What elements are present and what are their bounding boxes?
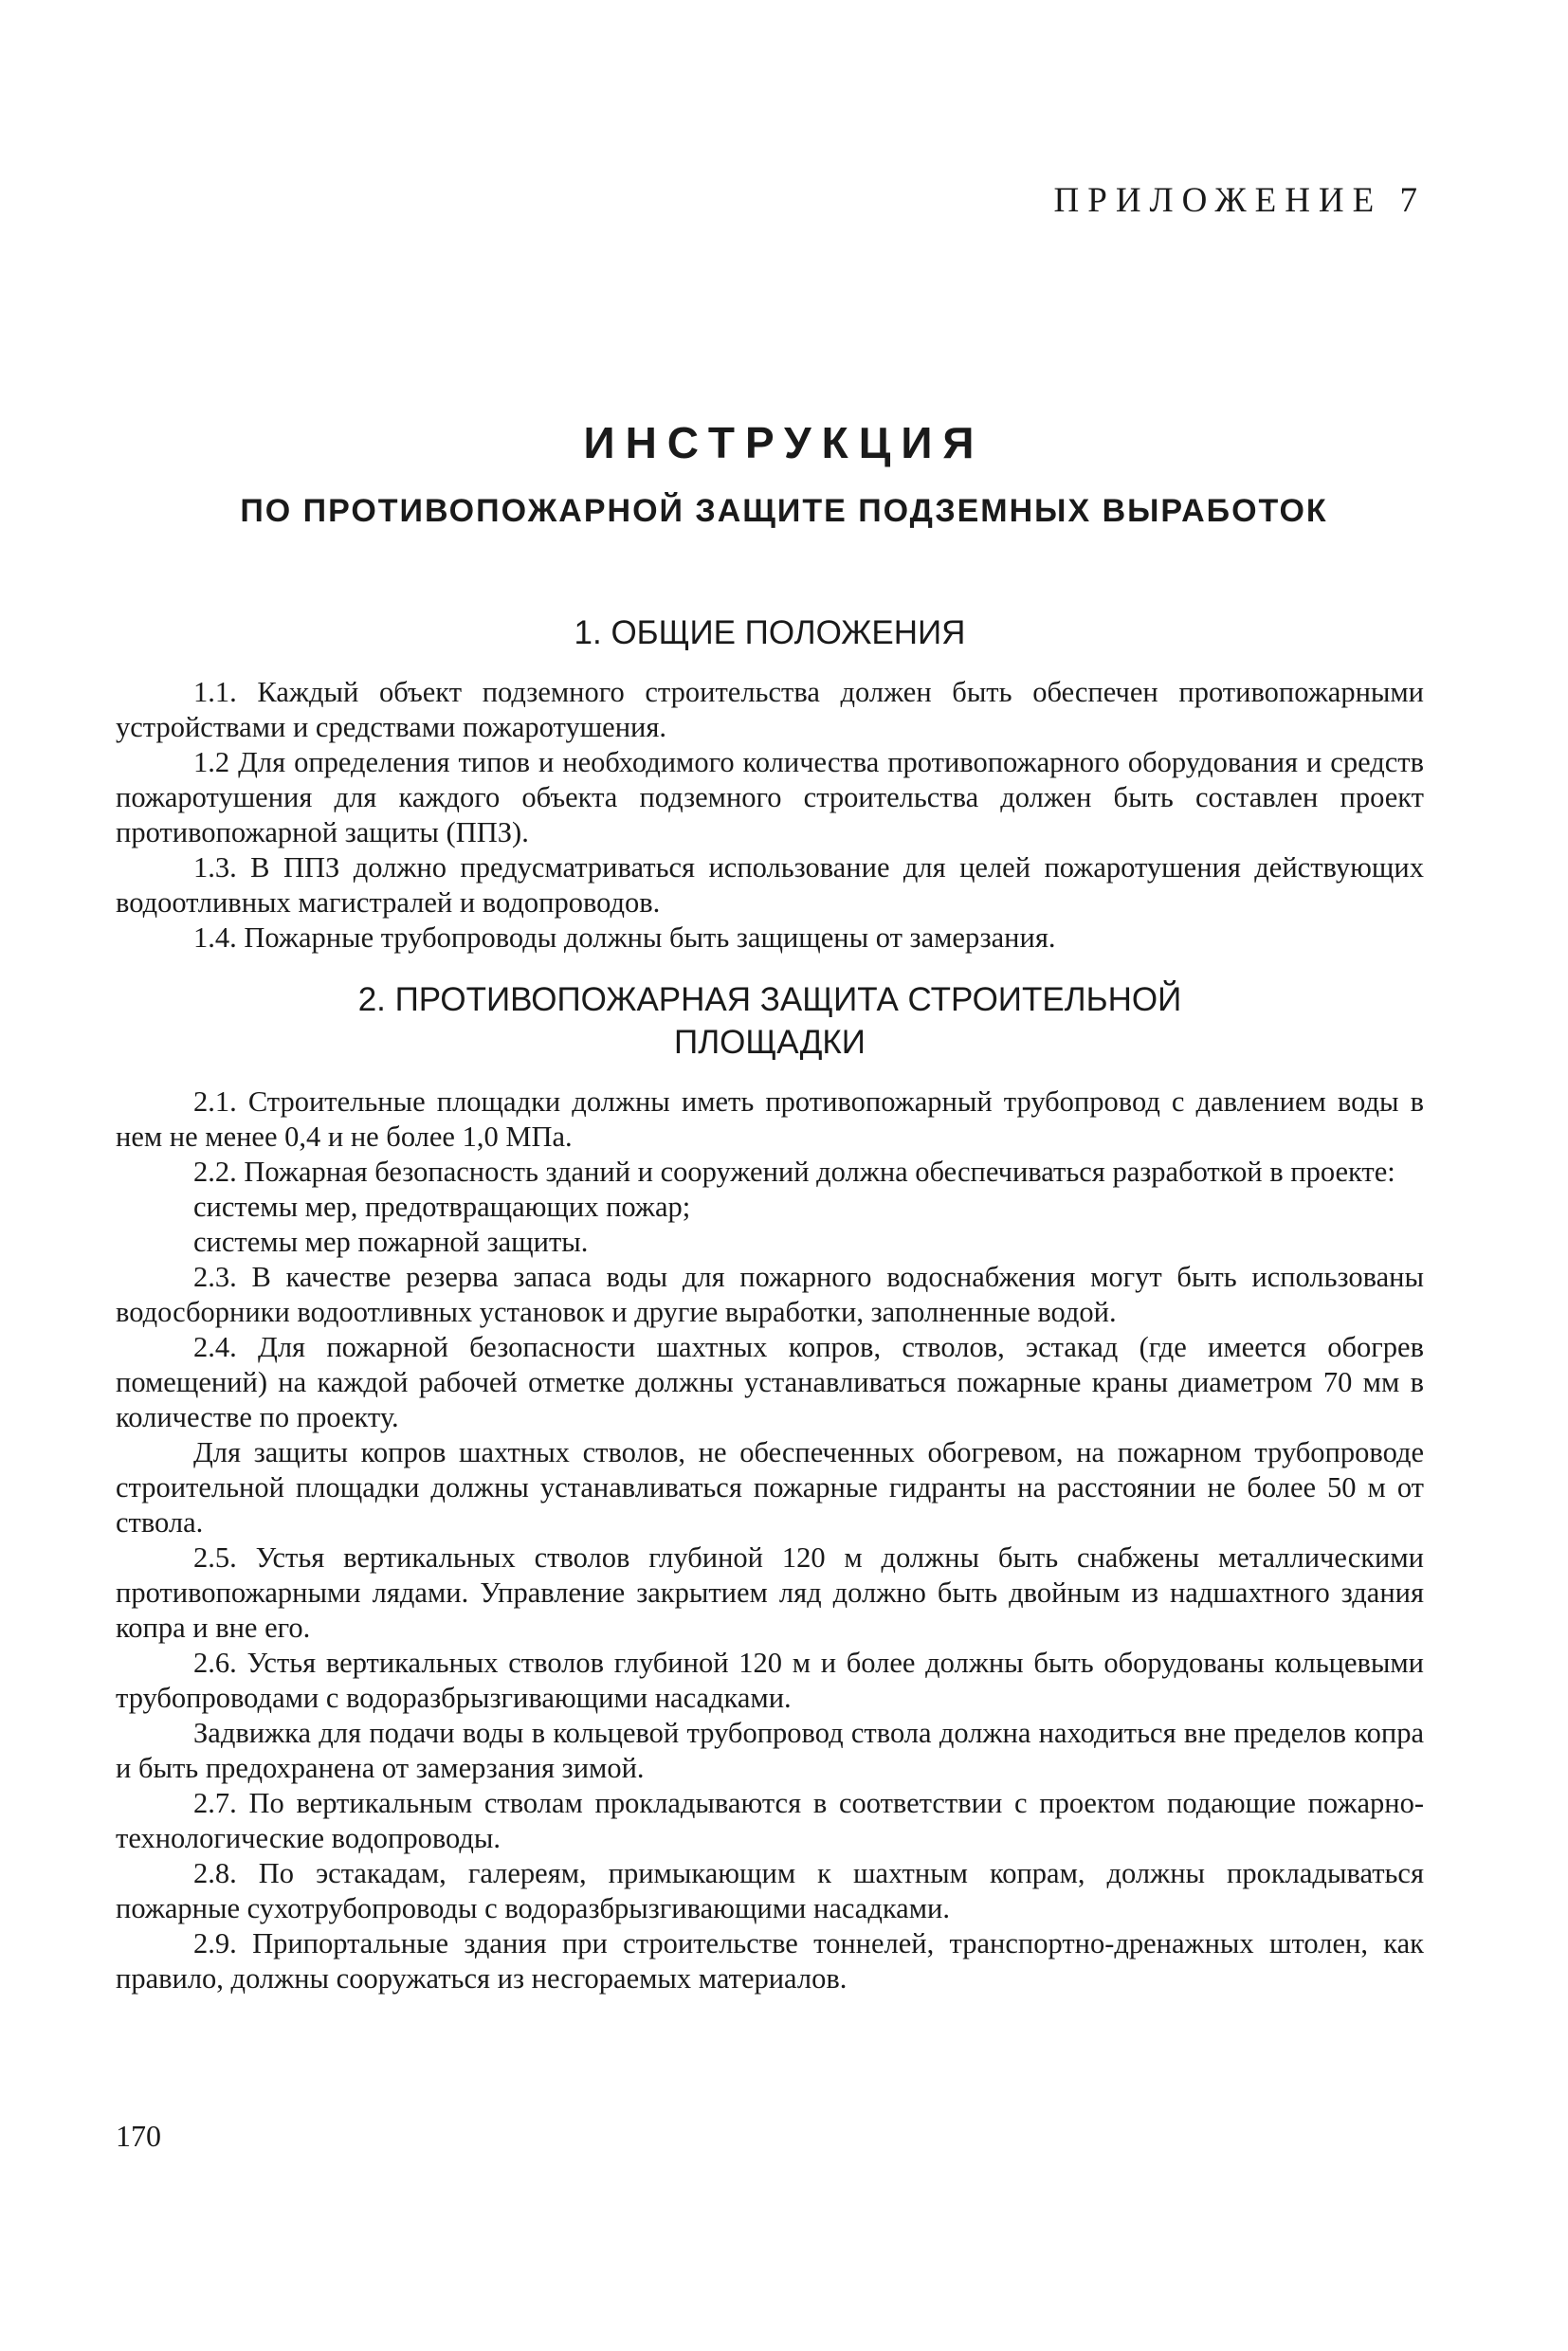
paragraph-2-8: 2.8. По эстакадам, галереям, примыкающим к шахтным копрам, должны прокладываться пожарные сухотрубопроводы с водоразбрызгивающими насадками. <box>116 1857 1424 1924</box>
section-2-heading <box>116 978 1424 1064</box>
section-2-heading-line-1: 2. ПРОТИВОПОЖАРНАЯ ЗАЩИТА СТРОИТЕЛЬНОЙ <box>357 981 1182 1018</box>
paragraph-2-5: 2.5. Устья вертикальных стволов глубиной 120 м должны быть снабжены металлическими противопожарными лядами. Управление закрытием ляд должно быть двойным из надшахтного здания копра и вне его. <box>116 1541 1424 1644</box>
paragraph-2-3: 2.3. В качестве резерва запаса воды для пожарного водоснабжения могут быть использованы водосборники водоотливных установок и другие выработки, заполненные водой. <box>116 1261 1424 1328</box>
appendix-label: ПРИЛОЖЕНИЕ 7 <box>1053 181 1426 220</box>
page-number: 170 <box>116 2119 161 2153</box>
section-1-heading: 1. ОБЩИЕ ПОЛОЖЕНИЯ <box>574 614 966 651</box>
paragraph-1-4: 1.4. Пожарные трубопроводы должны быть защищены от замерзания. <box>193 921 1056 954</box>
paragraph-2-7: 2.7. По вертикальным стволам прокладываются в соответствии с проектом подающие пожарно-технологические водопроводы. <box>116 1787 1424 1854</box>
paragraph-2-4: 2.4. Для пожарной безопасности шахтных копров, стволов, эстакад (где имеется обогрев помещений) на каждой рабочей отметке должны устанавливаться пожарные краны диаметром 70 мм в количестве по проекту. <box>116 1331 1424 1433</box>
paragraph-1-2: 1.2 Для определения типов и необходимого количества противопожарного оборудования и средств пожаротушения для каждого объекта подземного строительства должен быть составлен проект противопожарной защиты (ППЗ). <box>116 746 1424 848</box>
document-body <box>116 611 1424 1996</box>
document-subtitle: ПО ПРОТИВОПОЖАРНОЙ ЗАЩИТЕ ПОДЗЕМНЫХ ВЫРАБОТОК <box>240 493 1328 529</box>
paragraph-2-6: 2.6. Устья вертикальных стволов глубиной 120 м и более должны быть оборудованы кольцевыми трубопроводами с водоразбрызгивающими насадками. <box>116 1647 1424 1714</box>
paragraph-2-1: 2.1. Строительные площадки должны иметь противопожарный трубопровод с давлением воды в нем не менее 0,4 и не более 1,0 МПа. <box>116 1085 1424 1153</box>
paragraph-1-1: 1.1. Каждый объект подземного строительства должен быть обеспечен противопожарными устройствами и средствами пожаротушения. <box>116 676 1424 743</box>
paragraph-2-9: 2.9. Припортальные здания при строительстве тоннелей, транспортно-дренажных штолен, как правило, должны сооружаться из несгораемых материалов. <box>116 1927 1424 1995</box>
paragraph-2-2-item-2: системы мер пожарной защиты. <box>193 1226 589 1258</box>
document-title: ИНСТРУКЦИЯ <box>583 418 985 467</box>
paragraph-2-4-cont: Для защиты копров шахтных стволов, не обеспеченных обогревом, на пожарном трубопроводе строительной площадки должны устанавливаться пожарные гидранты на расстоянии не более 50 м от ствола. <box>116 1436 1424 1539</box>
section-2-heading-line-2: ПЛОЩАДКИ <box>674 1024 866 1061</box>
paragraph-2-2: 2.2. Пожарная безопасность зданий и сооружений должна обеспечиваться разработкой в проекте: <box>193 1156 1395 1188</box>
paragraph-2-6-cont: Задвижка для подачи воды в кольцевой трубопровод ствола должна находиться вне пределов копра и быть предохранена от замерзания зимой. <box>116 1717 1424 1784</box>
paragraph-1-3: 1.3. В ППЗ должно предусматриваться использование для целей пожаротушения действующих водоотливных магистралей и водопроводов. <box>116 851 1424 919</box>
paragraph-2-2-item-1: системы мер, предотвращающих пожар; <box>193 1191 691 1223</box>
